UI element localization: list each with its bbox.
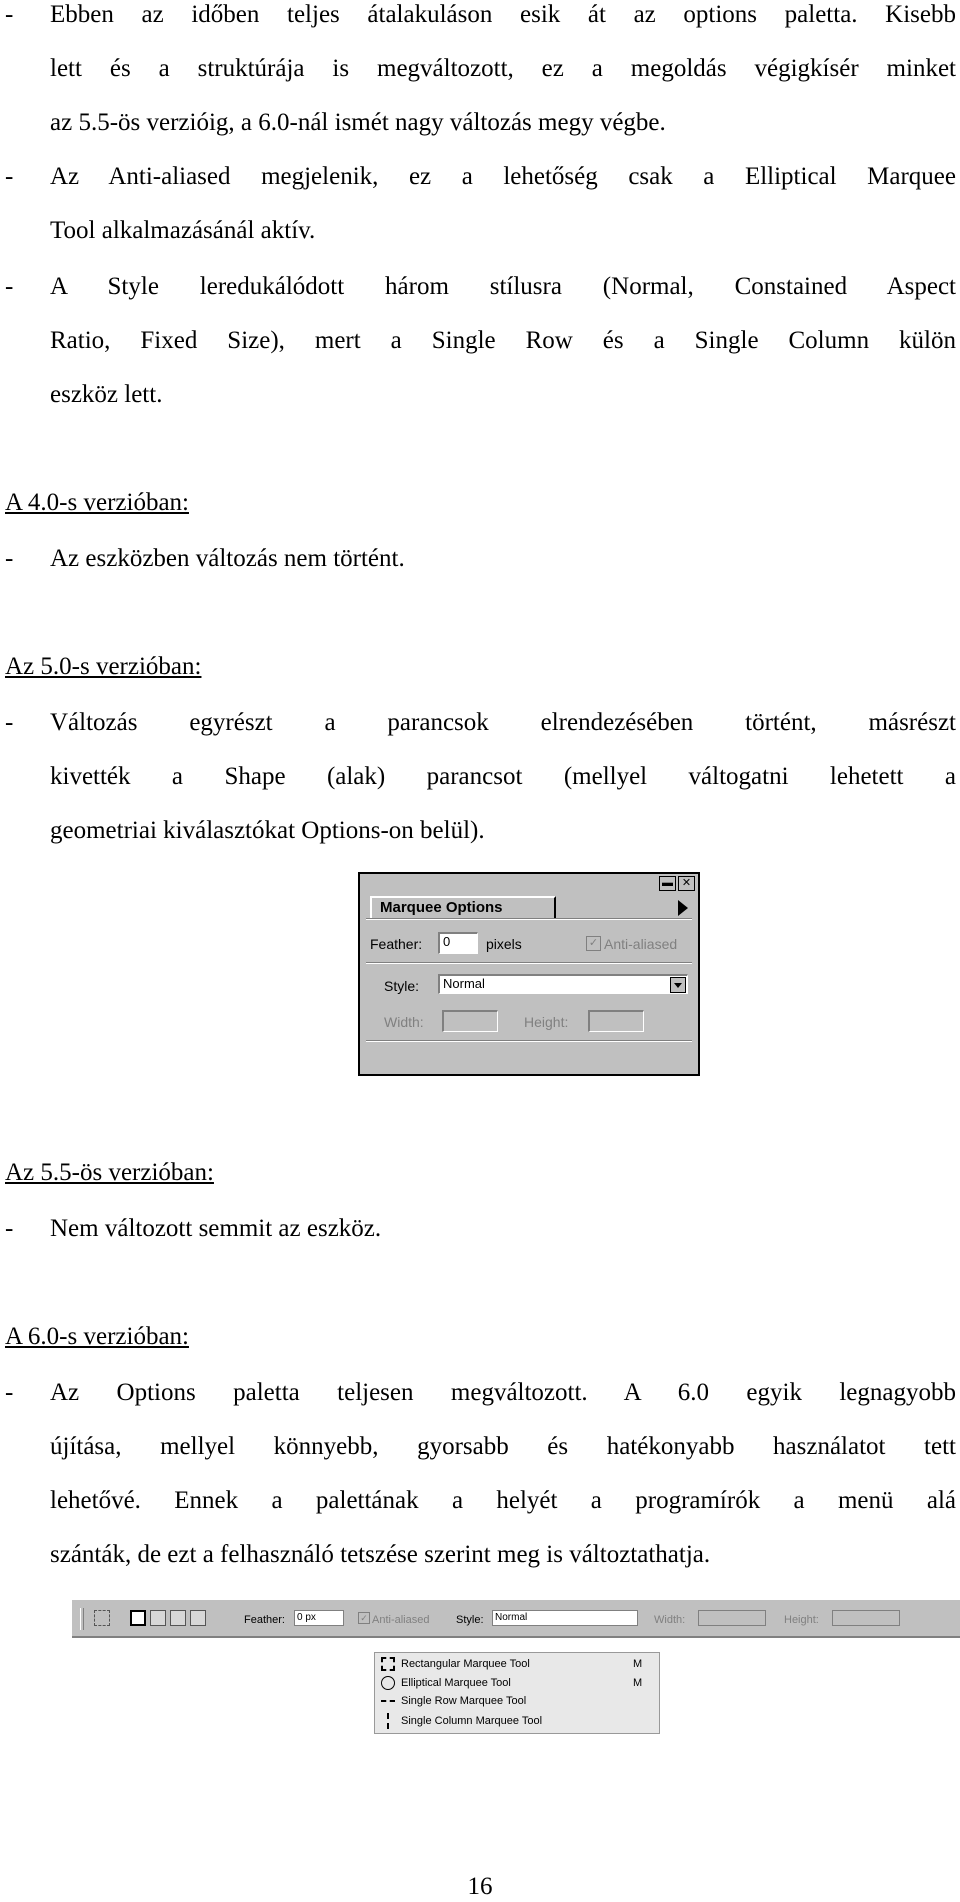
menu-item-elliptical-marquee[interactable]: Elliptical Marquee Tool: [401, 1677, 511, 1689]
width-input[interactable]: [698, 1610, 766, 1626]
intersect-selection-icon[interactable]: [190, 1610, 206, 1626]
close-button[interactable]: ✕: [678, 876, 695, 891]
text-line: lehetővé. Ennek a palettának a helyét a programírók a menü alá: [50, 1487, 956, 1514]
anti-aliased-checkbox[interactable]: ✓: [358, 1612, 370, 1624]
shortcut-key: M: [633, 1658, 643, 1670]
text-line: geometriai kiválasztókat Options-on belül).: [50, 817, 485, 844]
text-line: Az eszközben változás nem történt.: [50, 545, 405, 572]
feather-label: Feather:: [370, 936, 423, 952]
chevron-down-icon[interactable]: [670, 977, 686, 993]
tab-marquee-options[interactable]: Marquee Options: [370, 896, 556, 918]
palette-titlebar: [360, 874, 698, 890]
feather-input[interactable]: 0: [438, 932, 478, 954]
section-heading-4-0: A 4.0-s verzióban:: [5, 489, 189, 516]
marquee-tool-flyout: [374, 1652, 660, 1734]
single-row-marquee-icon: [381, 1700, 395, 1702]
palette-tab-row: [364, 892, 694, 916]
menu-item-rectangular-marquee[interactable]: Rectangular Marquee Tool: [401, 1658, 530, 1670]
text-line: Ebben az időben teljes átalakuláson esik át az options paletta. Kisebb: [50, 1, 956, 28]
dash: -: [5, 1379, 14, 1406]
pixels-label: pixels: [486, 936, 522, 952]
dash: -: [5, 163, 14, 190]
dash: -: [5, 273, 14, 300]
add-selection-icon[interactable]: [150, 1610, 166, 1626]
text-line: kivették a Shape (alak) parancsot (mellyel váltogatni lehetett a: [50, 763, 956, 790]
dash: -: [5, 1215, 14, 1242]
anti-aliased-label: Anti-aliased: [372, 1614, 430, 1626]
rectangular-marquee-icon: [381, 1657, 395, 1671]
text-line: A Style leredukálódott három stílusra (Normal, Constained Aspect: [50, 273, 956, 300]
text-line: Az Anti-aliased megjelenik, ez a lehetőség csak a Elliptical Marquee: [50, 163, 956, 190]
section-heading-5-0: Az 5.0-s verzióban:: [5, 653, 202, 680]
menu-item-single-column-marquee[interactable]: Single Column Marquee Tool: [401, 1715, 543, 1727]
section-heading-5-5: Az 5.5-ös verzióban:: [5, 1159, 214, 1186]
divider: [366, 962, 692, 964]
feather-input[interactable]: 0 px: [294, 1610, 344, 1626]
page-number: 16: [467, 1873, 493, 1900]
dash: -: [5, 709, 14, 736]
style-label: Style:: [456, 1614, 484, 1626]
dash: -: [5, 545, 14, 572]
feather-label: Feather:: [244, 1614, 285, 1626]
height-input[interactable]: [832, 1610, 900, 1626]
menu-item-single-row-marquee[interactable]: Single Row Marquee Tool: [401, 1695, 527, 1707]
anti-aliased-checkbox[interactable]: ✓: [586, 936, 601, 951]
style-select[interactable]: [438, 974, 688, 994]
style-select-value: Normal: [443, 976, 485, 991]
text-line: eszköz lett.: [50, 381, 163, 408]
elliptical-marquee-icon: [381, 1676, 395, 1690]
width-label: Width:: [654, 1614, 686, 1626]
style-label: Style:: [384, 978, 420, 994]
subtract-selection-icon[interactable]: [170, 1610, 186, 1626]
text-line: Változás egyrészt a parancsok elrendezésében történt, másrészt: [50, 709, 956, 736]
palette-menu-arrow-icon[interactable]: [678, 900, 688, 916]
dash: -: [5, 1, 14, 28]
single-column-marquee-icon: [387, 1713, 389, 1729]
text-line: Ratio, Fixed Size), mert a Single Row és a Single Column külön: [50, 327, 956, 354]
width-input[interactable]: [442, 1010, 498, 1032]
style-select[interactable]: Normal: [492, 1610, 638, 1626]
marquee-options-palette: [358, 872, 700, 1076]
text-line: lett és a struktúrája is megváltozott, ez a megoldás végigkísér minket: [50, 55, 956, 82]
height-label: Height:: [524, 1014, 569, 1030]
height-input[interactable]: [588, 1010, 644, 1032]
text-line: Az Options paletta teljesen megváltozott. A 6.0 egyik legnagyobb: [50, 1379, 956, 1406]
section-heading-6-0: A 6.0-s verzióban:: [5, 1323, 189, 1350]
width-label: Width:: [384, 1014, 424, 1030]
divider: [366, 918, 692, 920]
grip-handle[interactable]: [80, 1608, 84, 1630]
text-line: az 5.5-ös verzióig, a 6.0-nál ismét nagy változás megy végbe.: [50, 109, 666, 136]
text-line: Tool alkalmazásánál aktív.: [50, 217, 316, 244]
marquee-tool-icon[interactable]: [94, 1610, 110, 1626]
height-label: Height:: [784, 1614, 819, 1626]
text-line: újítása, mellyel könnyebb, gyorsabb és hatékonyabb használatot tett: [50, 1433, 956, 1460]
divider: [366, 1040, 692, 1042]
new-selection-icon[interactable]: [130, 1610, 146, 1626]
shortcut-key: M: [633, 1677, 643, 1689]
options-bar: [72, 1598, 960, 1638]
anti-aliased-label: Anti-aliased: [604, 936, 678, 952]
text-line: szánták, de ezt a felhasználó tetszése szerint meg is változtathatja.: [50, 1541, 711, 1568]
minimize-button[interactable]: ▬: [659, 876, 676, 891]
text-line: Nem változott semmit az eszköz.: [50, 1215, 382, 1242]
